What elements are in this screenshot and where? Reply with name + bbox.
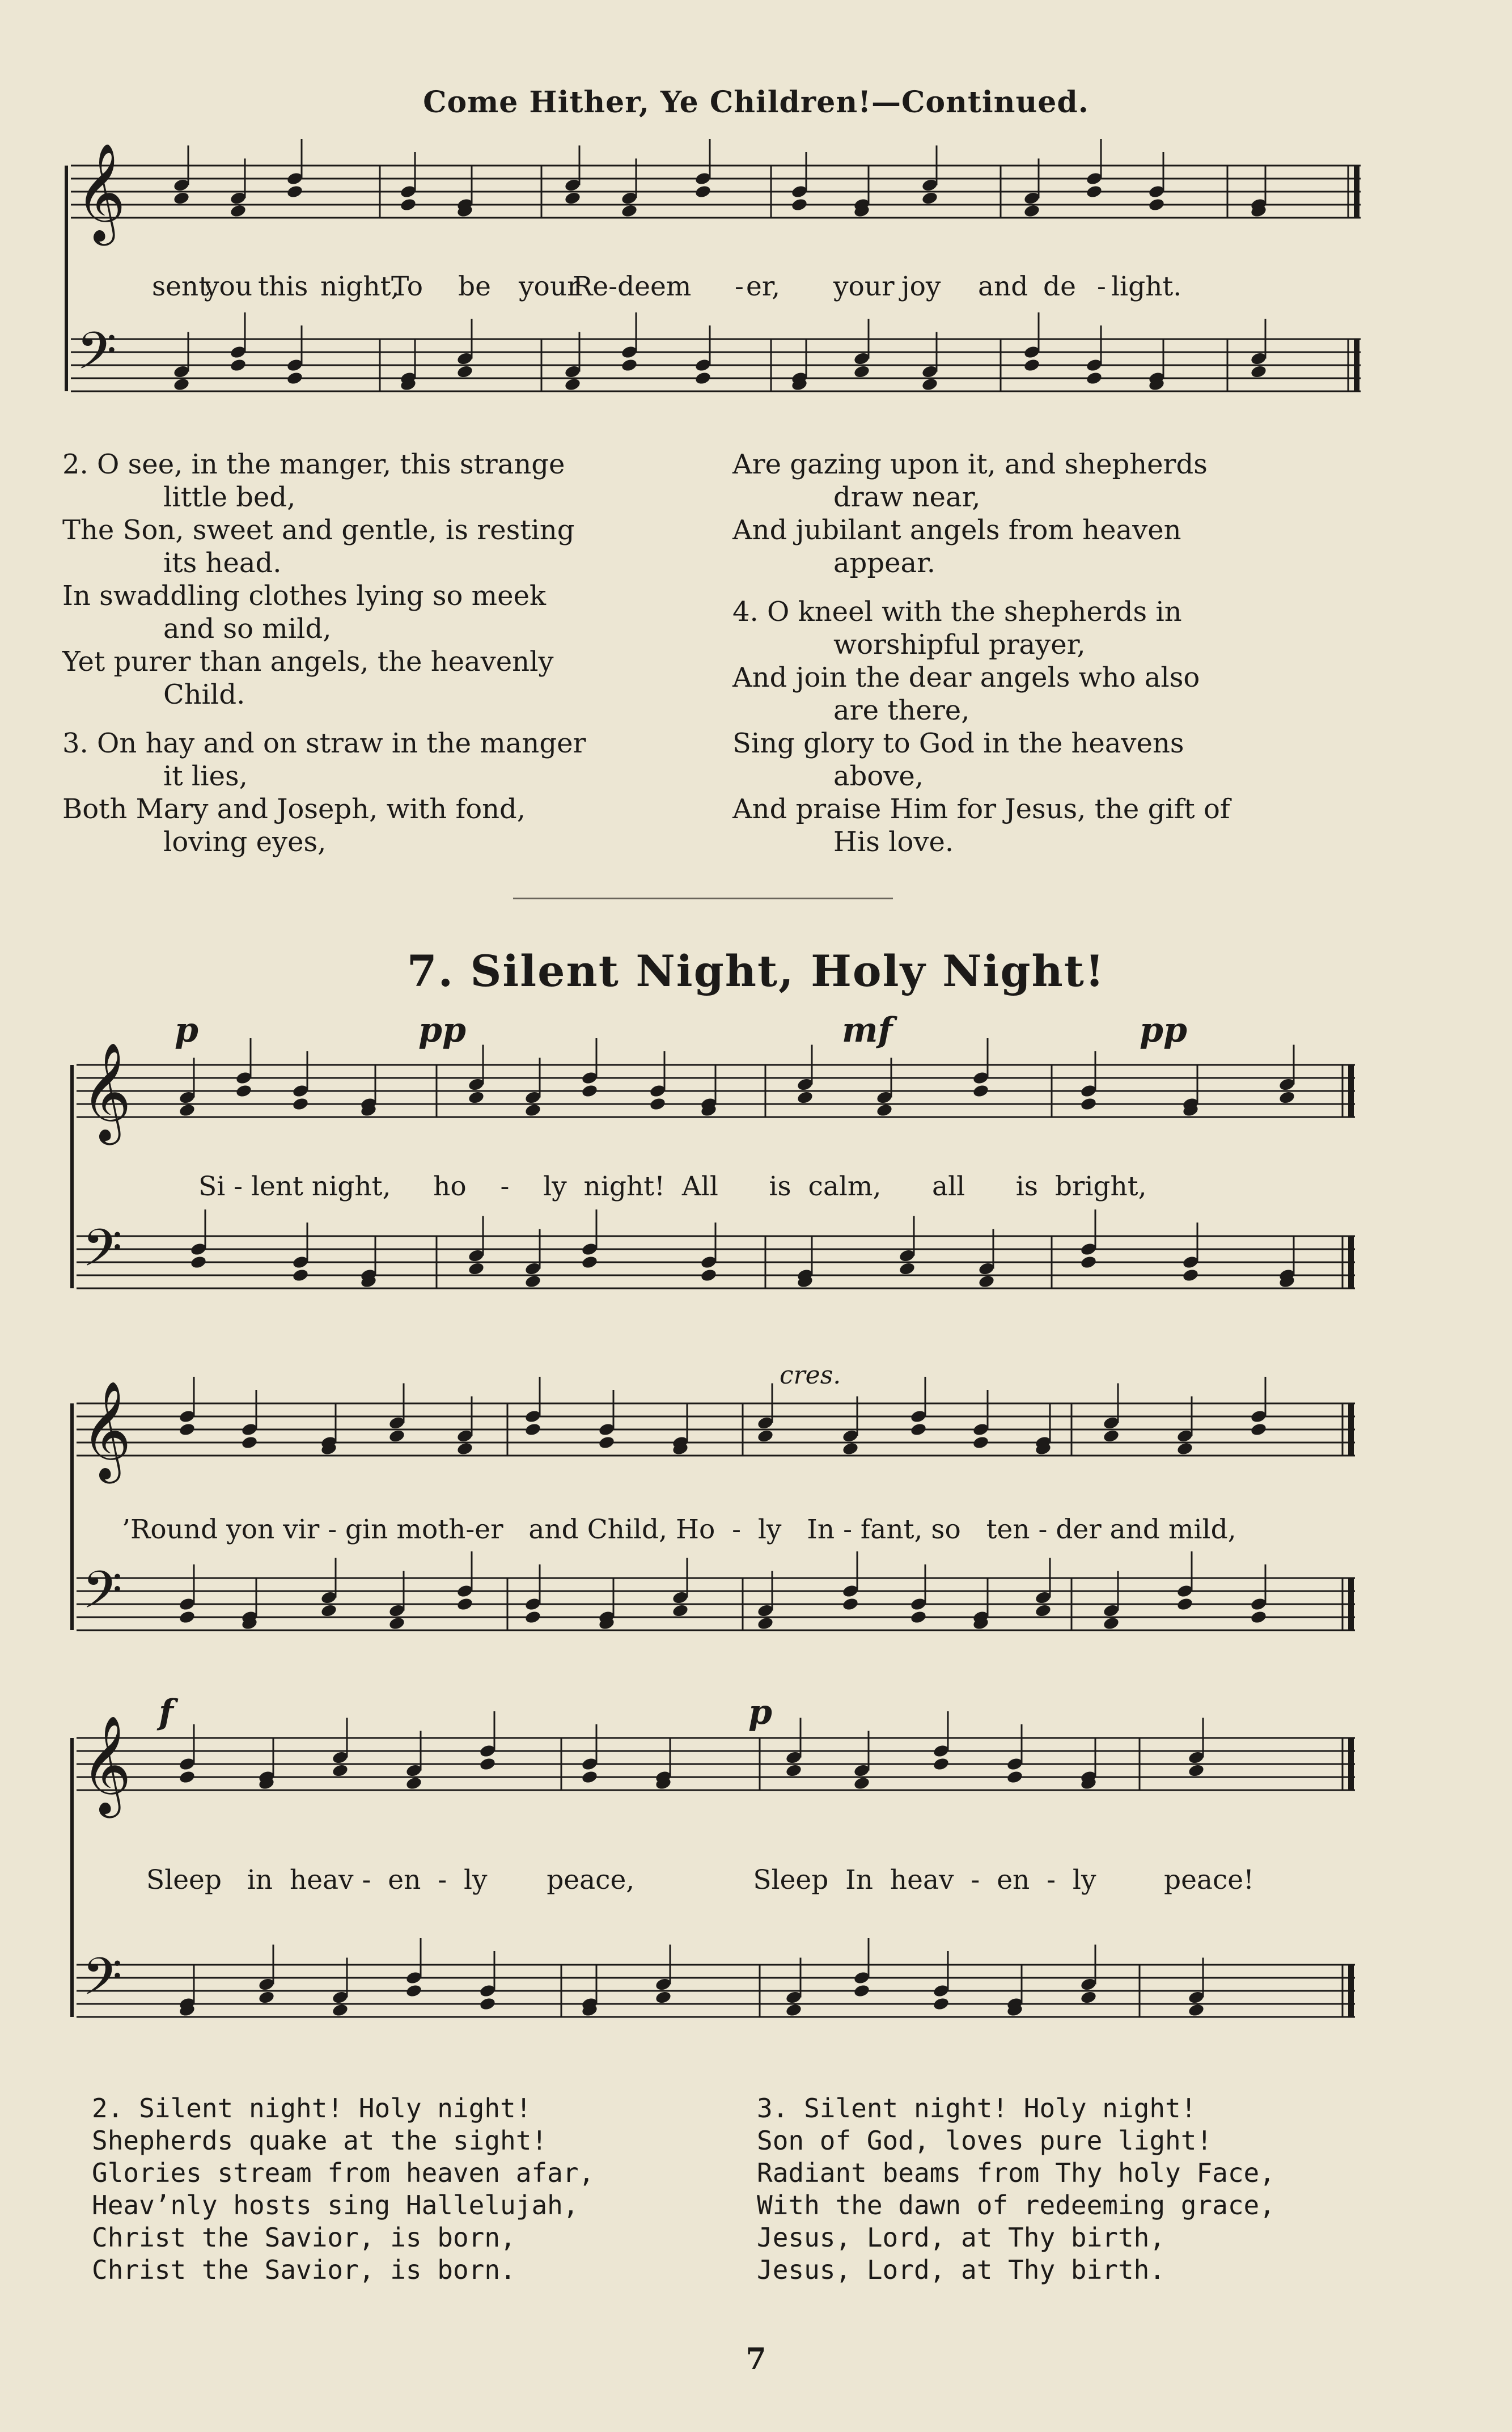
note-head xyxy=(292,1097,310,1111)
treble-clef: 𝄞 xyxy=(81,1715,132,1814)
stanza-line: 2. Silent night! Holy night! xyxy=(92,2093,532,2124)
stanza-line xyxy=(62,711,586,727)
note-head xyxy=(757,1616,774,1631)
note-head xyxy=(235,1084,253,1098)
note-head xyxy=(400,197,417,212)
note-head xyxy=(581,1770,599,1784)
final-bar-thick xyxy=(1348,1965,1354,2017)
note-head xyxy=(1006,1770,1024,1784)
lyric-word: de xyxy=(1043,271,1076,302)
lyric-word: this xyxy=(258,271,308,302)
stanza-line: And jubilant angels from heaven xyxy=(732,514,1181,546)
note-head xyxy=(179,1610,196,1625)
note-head xyxy=(405,1983,423,1998)
stanza-line: Son of God, loves pure light! xyxy=(757,2125,1213,2156)
note-head xyxy=(1188,1763,1205,1778)
stanza-line: His love. xyxy=(833,826,954,858)
stanza-line: draw near, xyxy=(833,481,981,513)
stanza-line: Both Mary and Joseph, with fond, xyxy=(62,793,526,825)
note-head xyxy=(524,1103,542,1118)
hymn-title: 7. Silent Night, Holy Night! xyxy=(406,946,1106,996)
final-bar-thick xyxy=(1354,166,1359,218)
note-head xyxy=(405,1776,423,1791)
note-head xyxy=(876,1103,893,1118)
lyric-word: er, xyxy=(746,271,781,302)
note-head xyxy=(910,1422,927,1437)
note-head xyxy=(286,371,304,386)
lyric-word: To xyxy=(391,271,423,302)
final-bar-thick xyxy=(1348,1065,1354,1117)
stanza-line: appear. xyxy=(833,547,936,579)
note-head xyxy=(258,1990,276,2005)
running-title: Come Hither, Ye Children!—Continued. xyxy=(423,85,1089,120)
note-head xyxy=(797,1090,814,1105)
stanza-line xyxy=(732,580,1230,595)
bass-clef: 𝄢 xyxy=(82,1218,122,1291)
note-head xyxy=(842,1441,859,1456)
note-head xyxy=(649,1097,667,1111)
note-head xyxy=(791,197,808,212)
note-head xyxy=(672,1604,689,1618)
stanza-line: Radiant beams from Thy holy Face, xyxy=(757,2158,1275,2188)
lyric-word: night, xyxy=(320,271,400,302)
note-head xyxy=(456,365,474,379)
hymn1-stanzas-left xyxy=(62,448,586,858)
stanza-line: With the dawn of redeeming grace, xyxy=(757,2190,1275,2220)
final-bar-thick xyxy=(1348,1236,1354,1288)
note-head xyxy=(564,191,582,206)
bass-clef: 𝄢 xyxy=(82,1560,122,1632)
note-head xyxy=(1023,204,1041,218)
note-head xyxy=(332,1763,349,1778)
note-head xyxy=(757,1429,774,1444)
stanza-line: Sing glory to God in the heavens xyxy=(732,728,1184,759)
note-head xyxy=(694,184,712,199)
lyric-word: be xyxy=(458,271,491,302)
note-head xyxy=(1103,1616,1120,1631)
note-head xyxy=(1188,2003,1205,2017)
note-head xyxy=(524,1610,542,1625)
note-head xyxy=(853,365,871,379)
note-head xyxy=(621,358,638,373)
note-head xyxy=(1250,365,1268,379)
note-head xyxy=(1086,184,1103,199)
dynamic-p-2: p xyxy=(748,1693,772,1732)
dynamic-pp: pp xyxy=(418,1010,466,1050)
note-head xyxy=(1080,1255,1098,1270)
note-head xyxy=(388,1429,406,1444)
hymn1-stanzas-right xyxy=(732,448,1230,858)
stanza-line: worshipful prayer, xyxy=(833,629,1086,661)
note-head xyxy=(524,1422,542,1437)
stanza-line: Jesus, Lord, at Thy birth. xyxy=(757,2255,1166,2285)
note-head xyxy=(910,1610,927,1625)
stanza-line: and so mild, xyxy=(163,613,332,645)
note-head xyxy=(1035,1604,1052,1618)
note-head xyxy=(286,184,304,199)
lyric-word: and xyxy=(978,271,1028,302)
note-head xyxy=(978,1274,996,1289)
note-head xyxy=(468,1090,485,1105)
note-head xyxy=(1176,1597,1194,1612)
note-head xyxy=(921,377,939,392)
stanza-line: In swaddling clothes lying so meek xyxy=(62,580,547,612)
stanza-line: loving eyes, xyxy=(163,826,327,858)
lyric-word: your xyxy=(519,271,580,302)
note-head xyxy=(468,1262,485,1276)
stanza-line: Are gazing upon it, and shepherds xyxy=(732,449,1208,480)
lyric-word: sent xyxy=(152,271,210,302)
note-head xyxy=(456,1597,474,1612)
bass-clef: 𝄢 xyxy=(77,321,117,394)
note-head xyxy=(1176,1441,1194,1456)
hymn2-lyric-line-3: Sleep in heav - en - ly peace, Sleep In heav - en - ly peace! xyxy=(146,1864,1254,1896)
dynamic-f: f xyxy=(159,1693,173,1732)
note-head xyxy=(700,1268,718,1283)
note-head xyxy=(388,1616,406,1631)
note-head xyxy=(1103,1429,1120,1444)
hymn2-lyric-line-2: ’Round yon vir - gin moth-er and Child, Ho - ly In - fant, so ten - der and mild, xyxy=(122,1514,1236,1545)
note-head xyxy=(292,1268,310,1283)
dynamic-cres: cres. xyxy=(780,1361,841,1390)
stanza-line: 4. O kneel with the shepherds in xyxy=(732,596,1182,628)
note-head xyxy=(598,1435,616,1450)
note-head xyxy=(581,1084,599,1098)
note-head xyxy=(320,1604,338,1618)
stanza-line: Jesus, Lord, at Thy birth, xyxy=(757,2222,1166,2253)
note-head xyxy=(230,204,247,218)
note-head xyxy=(853,1983,871,1998)
note-head xyxy=(332,2003,349,2017)
stanza-line: 2. O see, in the manger, this strange xyxy=(62,449,565,480)
stanza-line: above, xyxy=(833,760,924,792)
note-head xyxy=(564,377,582,392)
note-head xyxy=(1080,1097,1098,1111)
note-head xyxy=(842,1597,859,1612)
note-head xyxy=(179,1770,196,1784)
stanza-line: Shepherds quake at the sight! xyxy=(92,2125,548,2156)
note-head xyxy=(785,2003,803,2017)
hymn2-stanzas-right xyxy=(757,2092,1275,2286)
dynamic-p: p xyxy=(175,1010,198,1050)
stanza-line: Christ the Savior, is born, xyxy=(92,2222,516,2253)
lyric-word: joy xyxy=(901,271,941,302)
note-head xyxy=(921,191,939,206)
hymn2-stanzas-left xyxy=(92,2092,594,2286)
stanza-line: 3. Silent night! Holy night! xyxy=(757,2093,1197,2124)
note-head xyxy=(694,371,712,386)
note-head xyxy=(479,1757,497,1771)
lyric-word: Re-deem xyxy=(573,271,692,302)
stanza-line: And join the dear angels who also xyxy=(732,662,1200,693)
note-head xyxy=(581,1255,599,1270)
lyric-word: - xyxy=(735,271,744,302)
lyric-word: - xyxy=(1097,271,1106,302)
stanza-line: And praise Him for Jesus, the gift of xyxy=(732,793,1230,825)
note-head xyxy=(1250,1610,1268,1625)
stanza-line: The Son, sweet and gentle, is resting xyxy=(62,514,575,546)
treble-clef: 𝄞 xyxy=(81,1042,132,1141)
lyric-word: your xyxy=(833,271,895,302)
note-head xyxy=(456,1441,474,1456)
dynamic-mf: mf xyxy=(842,1010,893,1050)
stanza-line: 3. On hay and on straw in the manger xyxy=(62,728,586,759)
note-head xyxy=(179,1103,196,1118)
stanza-line: Glories stream from heaven afar, xyxy=(92,2158,595,2188)
page-number: 7 xyxy=(746,2342,766,2376)
stanza-line: Child. xyxy=(163,679,245,710)
final-bar-thick xyxy=(1348,1738,1354,1790)
note-head xyxy=(655,1990,672,2005)
note-head xyxy=(785,1763,803,1778)
note-head xyxy=(972,1084,990,1098)
note-head xyxy=(173,191,190,206)
stanza-line: are there, xyxy=(833,695,970,726)
note-head xyxy=(1086,371,1103,386)
note-head xyxy=(179,1422,196,1437)
stanza-line: little bed, xyxy=(163,481,296,513)
note-head xyxy=(1023,358,1041,373)
note-head xyxy=(1182,1268,1200,1283)
note-head xyxy=(1278,1090,1296,1105)
hymn2-lyric-line-1: Si - lent night, ho - ly night! All is calm, all is bright, xyxy=(198,1171,1147,1202)
final-bar-thick xyxy=(1354,339,1359,391)
note-head xyxy=(853,1776,871,1791)
stanza-line: Yet purer than angels, the heavenly xyxy=(62,646,554,678)
bass-clef: 𝄢 xyxy=(82,1947,122,2019)
note-head xyxy=(621,204,638,218)
note-head xyxy=(972,1435,990,1450)
note-head xyxy=(173,377,190,392)
note-head xyxy=(933,1997,950,2011)
stanza-line: Christ the Savior, is born. xyxy=(92,2255,516,2285)
note-head xyxy=(524,1274,542,1289)
note-head xyxy=(1080,1990,1098,2005)
note-head xyxy=(933,1757,950,1771)
dynamic-pp-2: pp xyxy=(1140,1010,1187,1050)
note-head xyxy=(190,1255,207,1270)
note-head xyxy=(1250,1422,1268,1437)
final-bar-thick xyxy=(1348,1578,1354,1630)
note-head xyxy=(230,358,247,373)
lyric-word: light. xyxy=(1111,271,1182,302)
section-divider xyxy=(513,898,893,899)
lyric-word: you xyxy=(204,271,253,302)
note-head xyxy=(1148,197,1166,212)
final-bar-thick xyxy=(1348,1403,1354,1456)
stanza-line: it lies, xyxy=(163,760,248,792)
treble-clef: 𝄞 xyxy=(81,1381,132,1479)
stanza-line: its head. xyxy=(163,547,282,579)
note-head xyxy=(241,1435,259,1450)
treble-clef: 𝄞 xyxy=(75,143,126,242)
stanza-line: Heav’nly hosts sing Hallelujah, xyxy=(92,2190,579,2220)
note-head xyxy=(899,1262,916,1276)
note-head xyxy=(479,1997,497,2011)
